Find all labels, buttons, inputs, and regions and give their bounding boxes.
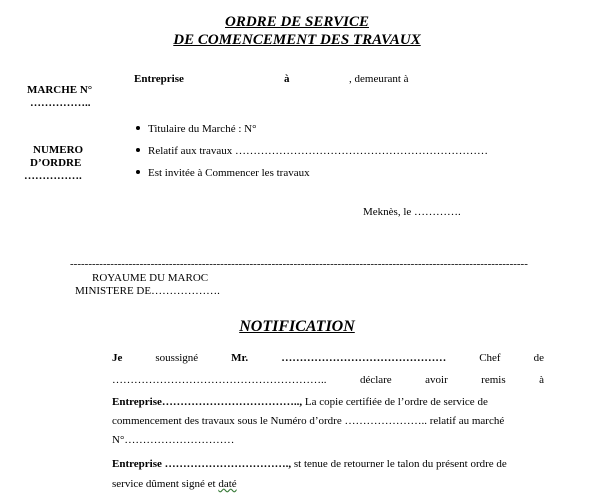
notification-row-6 [112, 458, 507, 471]
notification-row-3 [112, 396, 488, 409]
word: soussigné [155, 352, 199, 364]
row-text: La copie certifiée de l’ordre de service de [302, 396, 488, 408]
entreprise-dots: Entreprise……………………………….., [112, 396, 303, 408]
bullet-icon [136, 126, 140, 130]
word: à [539, 374, 544, 386]
royaume-label: ROYAUME DU MAROC [92, 272, 209, 284]
word: Je [112, 352, 123, 364]
spellcheck-word: daté [218, 478, 237, 490]
word: Mr. [231, 352, 249, 364]
separator-dashes: ----------------------------------------------------------------------------------------------------------------------------- [70, 258, 528, 270]
title-line-2: DE COMENCEMENT DES TRAVAUX [173, 32, 421, 48]
word: Chef [479, 352, 501, 364]
bullet-text: Titulaire du Marché : N° [148, 123, 257, 135]
a-label: à [284, 73, 290, 85]
word: de [533, 352, 544, 364]
bullet-item-commencer [136, 167, 310, 180]
bullet-icon [136, 148, 140, 152]
notification-row-5: N°………………………… [112, 434, 235, 446]
notification-title: NOTIFICATION [239, 318, 355, 335]
word: remis [481, 374, 506, 386]
notification-row-4: commencement des travaux sous le Numéro d’ordre ………………….. relatif au marché [112, 415, 505, 427]
entreprise-label: Entreprise [134, 73, 184, 85]
marche-dots: …………….. [30, 97, 91, 109]
ministere-label: MINISTERE DE………………. [75, 285, 220, 297]
row-text: st tenue de retourner le talon du présent ordre de [291, 458, 507, 470]
marche-label: MARCHE N° [27, 84, 93, 96]
entreprise-dots: Entreprise ……………………………., [112, 458, 292, 470]
city-date: Meknès, le …………. [363, 206, 461, 218]
notification-row-1 [112, 352, 544, 365]
demeurant-label: , demeurant à [349, 73, 409, 85]
bullet-text: Est invitée à Commencer les travaux [148, 167, 310, 179]
numero-label: NUMERO [33, 144, 84, 156]
numero-dots: ……………. [24, 170, 82, 182]
word: ……………………………………… [281, 352, 447, 364]
bullet-icon [136, 170, 140, 174]
word: déclare [359, 374, 392, 386]
row-text: service dûment signé et [112, 478, 219, 490]
word: ………………………………………………….. [112, 374, 327, 386]
notification-row-7 [112, 478, 237, 491]
notification-row-2 [112, 374, 544, 387]
word: avoir [425, 374, 448, 386]
bullet-item-relatif [136, 145, 488, 158]
bullet-text: Relatif aux travaux …………………………………………………………… [148, 145, 489, 157]
dordre-label: D’ORDRE [30, 157, 82, 169]
bullet-item-titulaire [136, 123, 256, 136]
title-line-1: ORDRE DE SERVICE [225, 14, 369, 30]
